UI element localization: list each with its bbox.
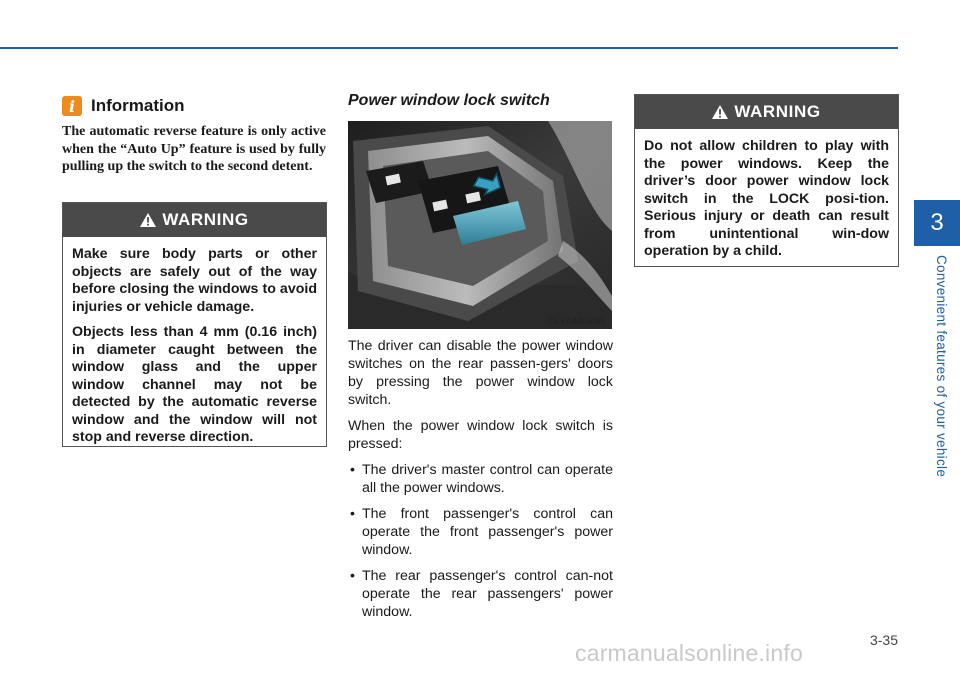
information-text: The automatic reverse feature is only active when the “Auto Up” feature is used by fully pulling up the switch to the second detent. [62,124,326,174]
warning-title: WARNING [734,102,821,121]
information-heading [62,96,185,116]
chapter-title: Convenient features of your vehicle [934,255,949,478]
list-item: • The rear passenger's control can-not operate the rear passengers' power window. [348,567,613,621]
section-paragraph: When the power window lock switch is pressed: [348,418,613,452]
power-window-switch-photo [348,121,612,329]
bullet-list [348,461,613,621]
info-icon: i [62,96,82,116]
warning-triangle-icon [712,105,728,119]
image-code: OLF044033R [548,316,606,327]
chapter-tab: 3 [914,200,960,246]
warning-body [63,237,326,463]
warning-box-body-parts [62,202,327,447]
watermark: carmanualsonline.info [575,640,803,666]
warning-box-children [634,94,899,267]
section-title: Power window lock switch [348,92,550,109]
information-title: Information [91,96,185,115]
warning-title: WARNING [162,210,249,229]
warning-triangle-icon [140,213,156,227]
list-item: • The front passenger's control can operate the front passenger's power window. [348,505,613,559]
list-item: • The driver's master control can operate all the power windows. [348,461,613,497]
warning-paragraph: Do not allow children to play with the power windows. Keep the driver’s door power window lock switch in the LOCK posi-tion. Serious injury or death can result from unintentional win-dow operation by a child. [644,138,889,259]
section-paragraph: The driver can disable the power window switches on the rear passen-gers' doors by pressing the power window lock switch. [348,338,613,408]
section-body [348,337,613,629]
warning-header [635,95,898,129]
warning-paragraph: Make sure body parts or other objects are safely out of the way before closing the windows to avoid injuries or vehicle damage. [72,246,317,315]
warning-header [63,203,326,237]
warning-paragraph: Objects less than 4 mm (0.16 inch) in diameter caught between the window glass and the upper window channel may not be detected by the automatic reverse window and the window will not stop and reverse direction. [72,324,317,445]
header-rule [0,47,898,49]
page-number: 3-35 [869,632,898,648]
warning-body [635,129,898,277]
